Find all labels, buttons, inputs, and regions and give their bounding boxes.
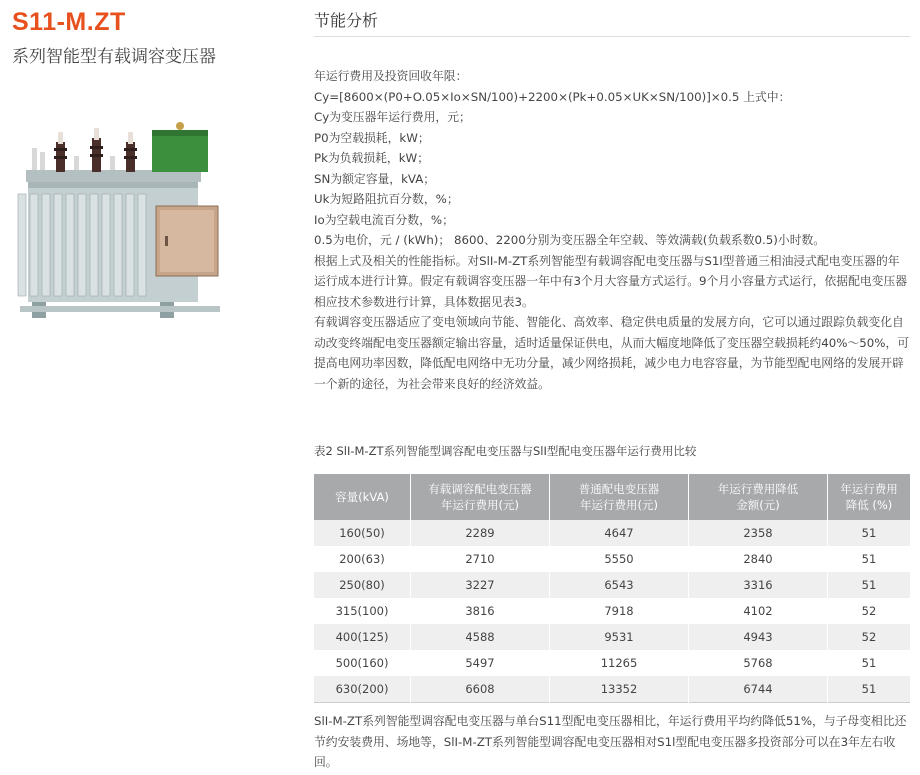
- paragraph: Pk为负载损耗，kW；: [314, 151, 430, 165]
- cell-ordinary-cost: 4647: [550, 520, 689, 546]
- paragraph: P0为空载损耗，kW；: [314, 130, 430, 145]
- conclusion-text: SlI-M-ZT系列智能型调容配电变压器与单台S11型配电变压器相比，年运行费用平均约降低51%，与子母变相比还节约安装费用、场地等，SlI-M-ZT系列智能型调容配电变压器相对S1l型配电变压器多投资部分可以在3年左右收回。: [314, 714, 907, 769]
- paragraph: 0.5为电价，元 / (kWh)； 8600、2200分别为变压器全年空载、等效满载(负载系数0.5)小时数。: [314, 233, 826, 247]
- header-saving-amount: [689, 474, 828, 520]
- header-line: 普通配电变压器: [578, 482, 660, 496]
- cell-ordinary-cost: 6543: [550, 572, 689, 598]
- paragraph: Cy为变压器年运行费用，元；: [314, 110, 471, 124]
- cell-saving-percent: 51: [828, 546, 911, 572]
- cell-saving-percent: 52: [828, 598, 911, 624]
- cell-saving-amount: 6744: [689, 676, 828, 703]
- header-capacity: [314, 474, 411, 520]
- cell-saving-percent: 52: [828, 624, 911, 650]
- table-row: [314, 572, 910, 598]
- paragraph: 年运行费用及投资回收年限：: [314, 69, 468, 83]
- table-row: [314, 676, 910, 703]
- cell-saving-percent: 51: [828, 676, 911, 703]
- header-line: 年运行费用: [840, 482, 898, 496]
- cell-saving-percent: 51: [828, 572, 911, 598]
- header-saving-percent: [828, 474, 911, 520]
- cell-capacity: 250(80): [314, 572, 411, 598]
- paragraph: Io为空载电流百分数，%；: [314, 212, 454, 227]
- header-line: 容量(kVA): [335, 490, 389, 504]
- paragraph: 有载调容变压器适应了变电领域向节能、智能化、高效率、稳定供电质量的发展方向，它可以通过跟踪负载变化自动改变终端配电变压器额定输出容量，适时适量保证供电，从而大幅度地降低了变压器空载损耗约40%～50%，可提高电网功率因数，降低配电网络中无功分量，减少网络损耗，减少电力电容容量，为节能型配电网络的发展开辟一个新的途径，为社会带来良好的经济效益。: [314, 315, 910, 391]
- section-divider: [314, 36, 910, 37]
- cell-saving-amount: 4943: [689, 624, 828, 650]
- header-line: 年运行费用(元): [580, 498, 658, 512]
- table-caption: 表2 SlI-M-ZT系列智能型调容配电变压器与SlI型配电变压器年运行费用比较: [314, 444, 697, 458]
- formula: Cy=[8600×(P0+O.05×Io×SN/100)+2200×(Pk+0.05×UK×SN/100)]×0.5 上式中：: [314, 89, 791, 104]
- comparison-table: [314, 474, 910, 703]
- cell-adjustable-cost: 2710: [411, 546, 550, 572]
- table-row: [314, 650, 910, 676]
- paragraph: Uk为短路阻抗百分数，%；: [314, 192, 459, 206]
- table-row: [314, 598, 910, 624]
- table-header-row: [314, 474, 910, 520]
- header-ordinary-cost: [550, 474, 689, 520]
- cell-saving-amount: 2358: [689, 520, 828, 546]
- header-line: 年运行费用降低: [717, 482, 799, 496]
- cell-ordinary-cost: 5550: [550, 546, 689, 572]
- cell-adjustable-cost: 4588: [411, 624, 550, 650]
- cell-saving-amount: 5768: [689, 650, 828, 676]
- cell-adjustable-cost: 5497: [411, 650, 550, 676]
- cell-saving-percent: 51: [828, 520, 911, 546]
- cell-adjustable-cost: 6608: [411, 676, 550, 703]
- cell-ordinary-cost: 11265: [550, 650, 689, 676]
- cell-capacity: 500(160): [314, 650, 411, 676]
- cell-adjustable-cost: 2289: [411, 520, 550, 546]
- transformer-image: [10, 118, 230, 328]
- cell-adjustable-cost: 3816: [411, 598, 550, 624]
- table-row: [314, 520, 910, 546]
- cell-capacity: 315(100): [314, 598, 411, 624]
- header-line: 有载调容配电变压器: [428, 482, 532, 496]
- cell-saving-amount: 3316: [689, 572, 828, 598]
- cell-adjustable-cost: 3227: [411, 572, 550, 598]
- cell-capacity: 630(200): [314, 676, 411, 703]
- section-title: 节能分析: [314, 11, 379, 30]
- product-model: S11-M.ZT: [12, 8, 126, 36]
- cell-capacity: 200(63): [314, 546, 411, 572]
- paragraph: 根据上式及相关的性能指标。对SlI-M-ZT系列智能型有载调容配电变压器与S1l型普通三相油浸式配电变压器的年运行成本进行计算。假定有载调容变压器一年中有3个月大容量方式运行。9个月小容量方式运行，依据配电变压器相应技术参数进行计算，具体数据见表3。: [314, 253, 908, 309]
- cell-saving-percent: 51: [828, 650, 911, 676]
- table-row: [314, 624, 910, 650]
- cell-ordinary-cost: 13352: [550, 676, 689, 703]
- cell-capacity: 400(125): [314, 624, 411, 650]
- header-line: 年运行费用(元): [441, 498, 519, 512]
- header-line: 金额(元): [736, 498, 780, 512]
- analysis-text: [314, 66, 910, 394]
- product-subtitle: 系列智能型有载调容变压器: [12, 47, 216, 67]
- table-row: [314, 546, 910, 572]
- paragraph: SN为额定容量，kVA；: [314, 171, 436, 186]
- cell-ordinary-cost: 7918: [550, 598, 689, 624]
- cell-saving-amount: 2840: [689, 546, 828, 572]
- header-adjustable-cost: [411, 474, 550, 520]
- header-line: 降低 (%): [845, 498, 893, 512]
- cell-ordinary-cost: 9531: [550, 624, 689, 650]
- cell-capacity: 160(50): [314, 520, 411, 546]
- cell-saving-amount: 4102: [689, 598, 828, 624]
